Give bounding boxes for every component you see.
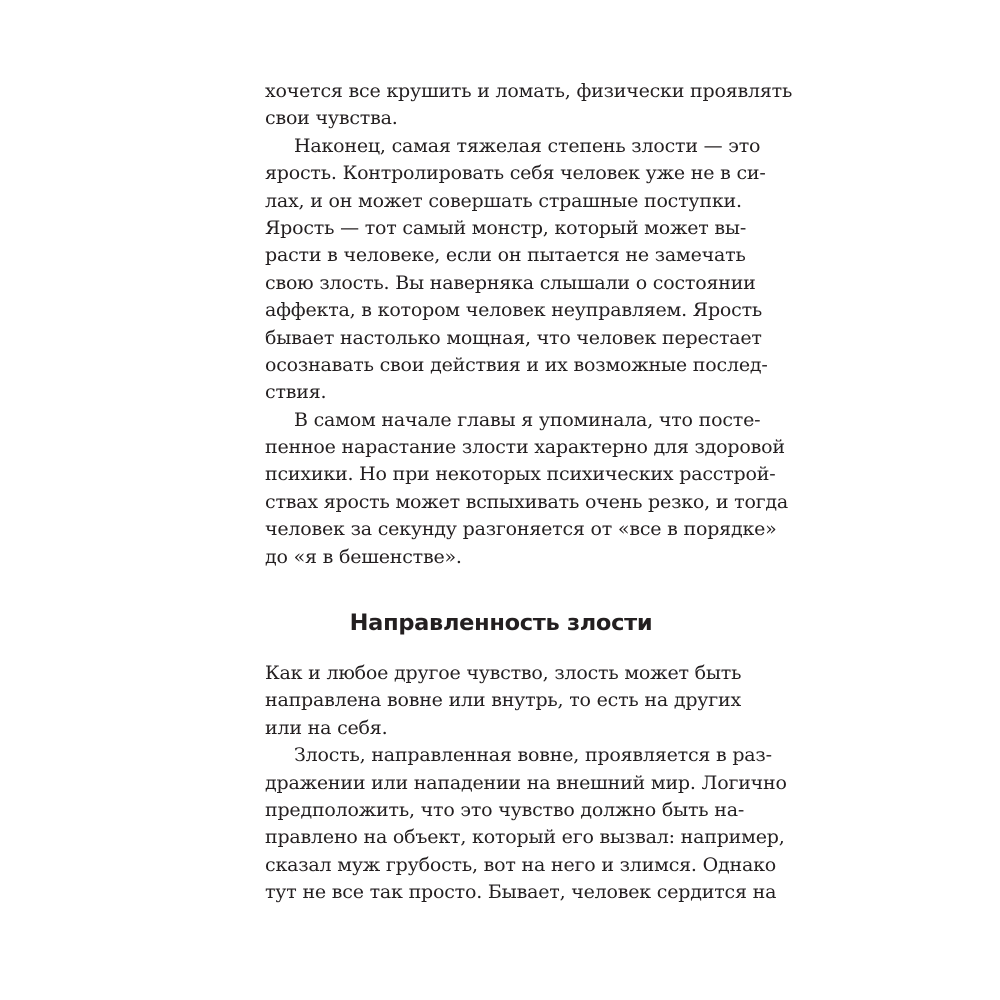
text-line: В самом начале главы я упоминала, что посте- [294,408,761,431]
text-line: правлено на объект, который его вызвал: например, [265,826,785,849]
text-line: расти в человеке, если он пытается не замечать [265,244,746,267]
text-line: бывает настолько мощная, что человек перестает [265,326,762,349]
text-line: Как и любое другое чувство, злость может быть [265,662,742,685]
text-line: дражении или нападении на внешний мир. Логично [265,771,787,794]
text-line: Злость, направленная вовне, проявляется в раз- [294,744,772,767]
text-line: ярость. Контролировать себя человек уже не в си- [265,162,766,185]
text-line: ствах ярость может вспыхивать очень резко, и тогда [265,490,789,513]
text-line: сказал муж грубость, вот на него и злимся. Однако [265,853,776,876]
text-line: психики. Но при некоторых психических расстрой- [265,463,776,486]
text-line: или на себя. [265,716,388,739]
text-line: до «я в бешенстве». [265,545,462,568]
text-line: предположить, что это чувство должно быть на- [265,798,745,821]
text-line: свою злость. Вы наверняка слышали о состоянии [265,271,756,294]
text-line: Ярость — тот самый монстр, который может вы- [265,216,747,239]
text-line: пенное нарастание злости характерно для здоровой [265,436,785,459]
text-line: осознавать свои действия и их возможные послед- [265,353,768,376]
section-heading: Направленность злости [349,610,653,637]
text-line: Наконец, самая тяжелая степень злости — это [294,134,761,157]
text-line: свои чувства. [265,107,398,130]
text-line: тут не все так просто. Бывает, человек сердится на [265,881,777,904]
text-line: ствия. [265,381,327,404]
book-page [265,78,793,907]
text-line: лах, и он может совершать страшные поступки. [265,189,742,212]
text-line: хочется все крушить и ломать, физически проявлять [265,80,793,102]
paragraph-block-top [265,78,793,571]
paragraph-block-bottom [265,660,787,907]
text-line: направлена вовне или внутрь, то есть на других [265,689,742,712]
text-line: человек за секунду разгоняется от «все в порядке» [265,518,777,541]
text-line: аффекта, в котором человек неуправляем. Ярость [265,299,763,322]
